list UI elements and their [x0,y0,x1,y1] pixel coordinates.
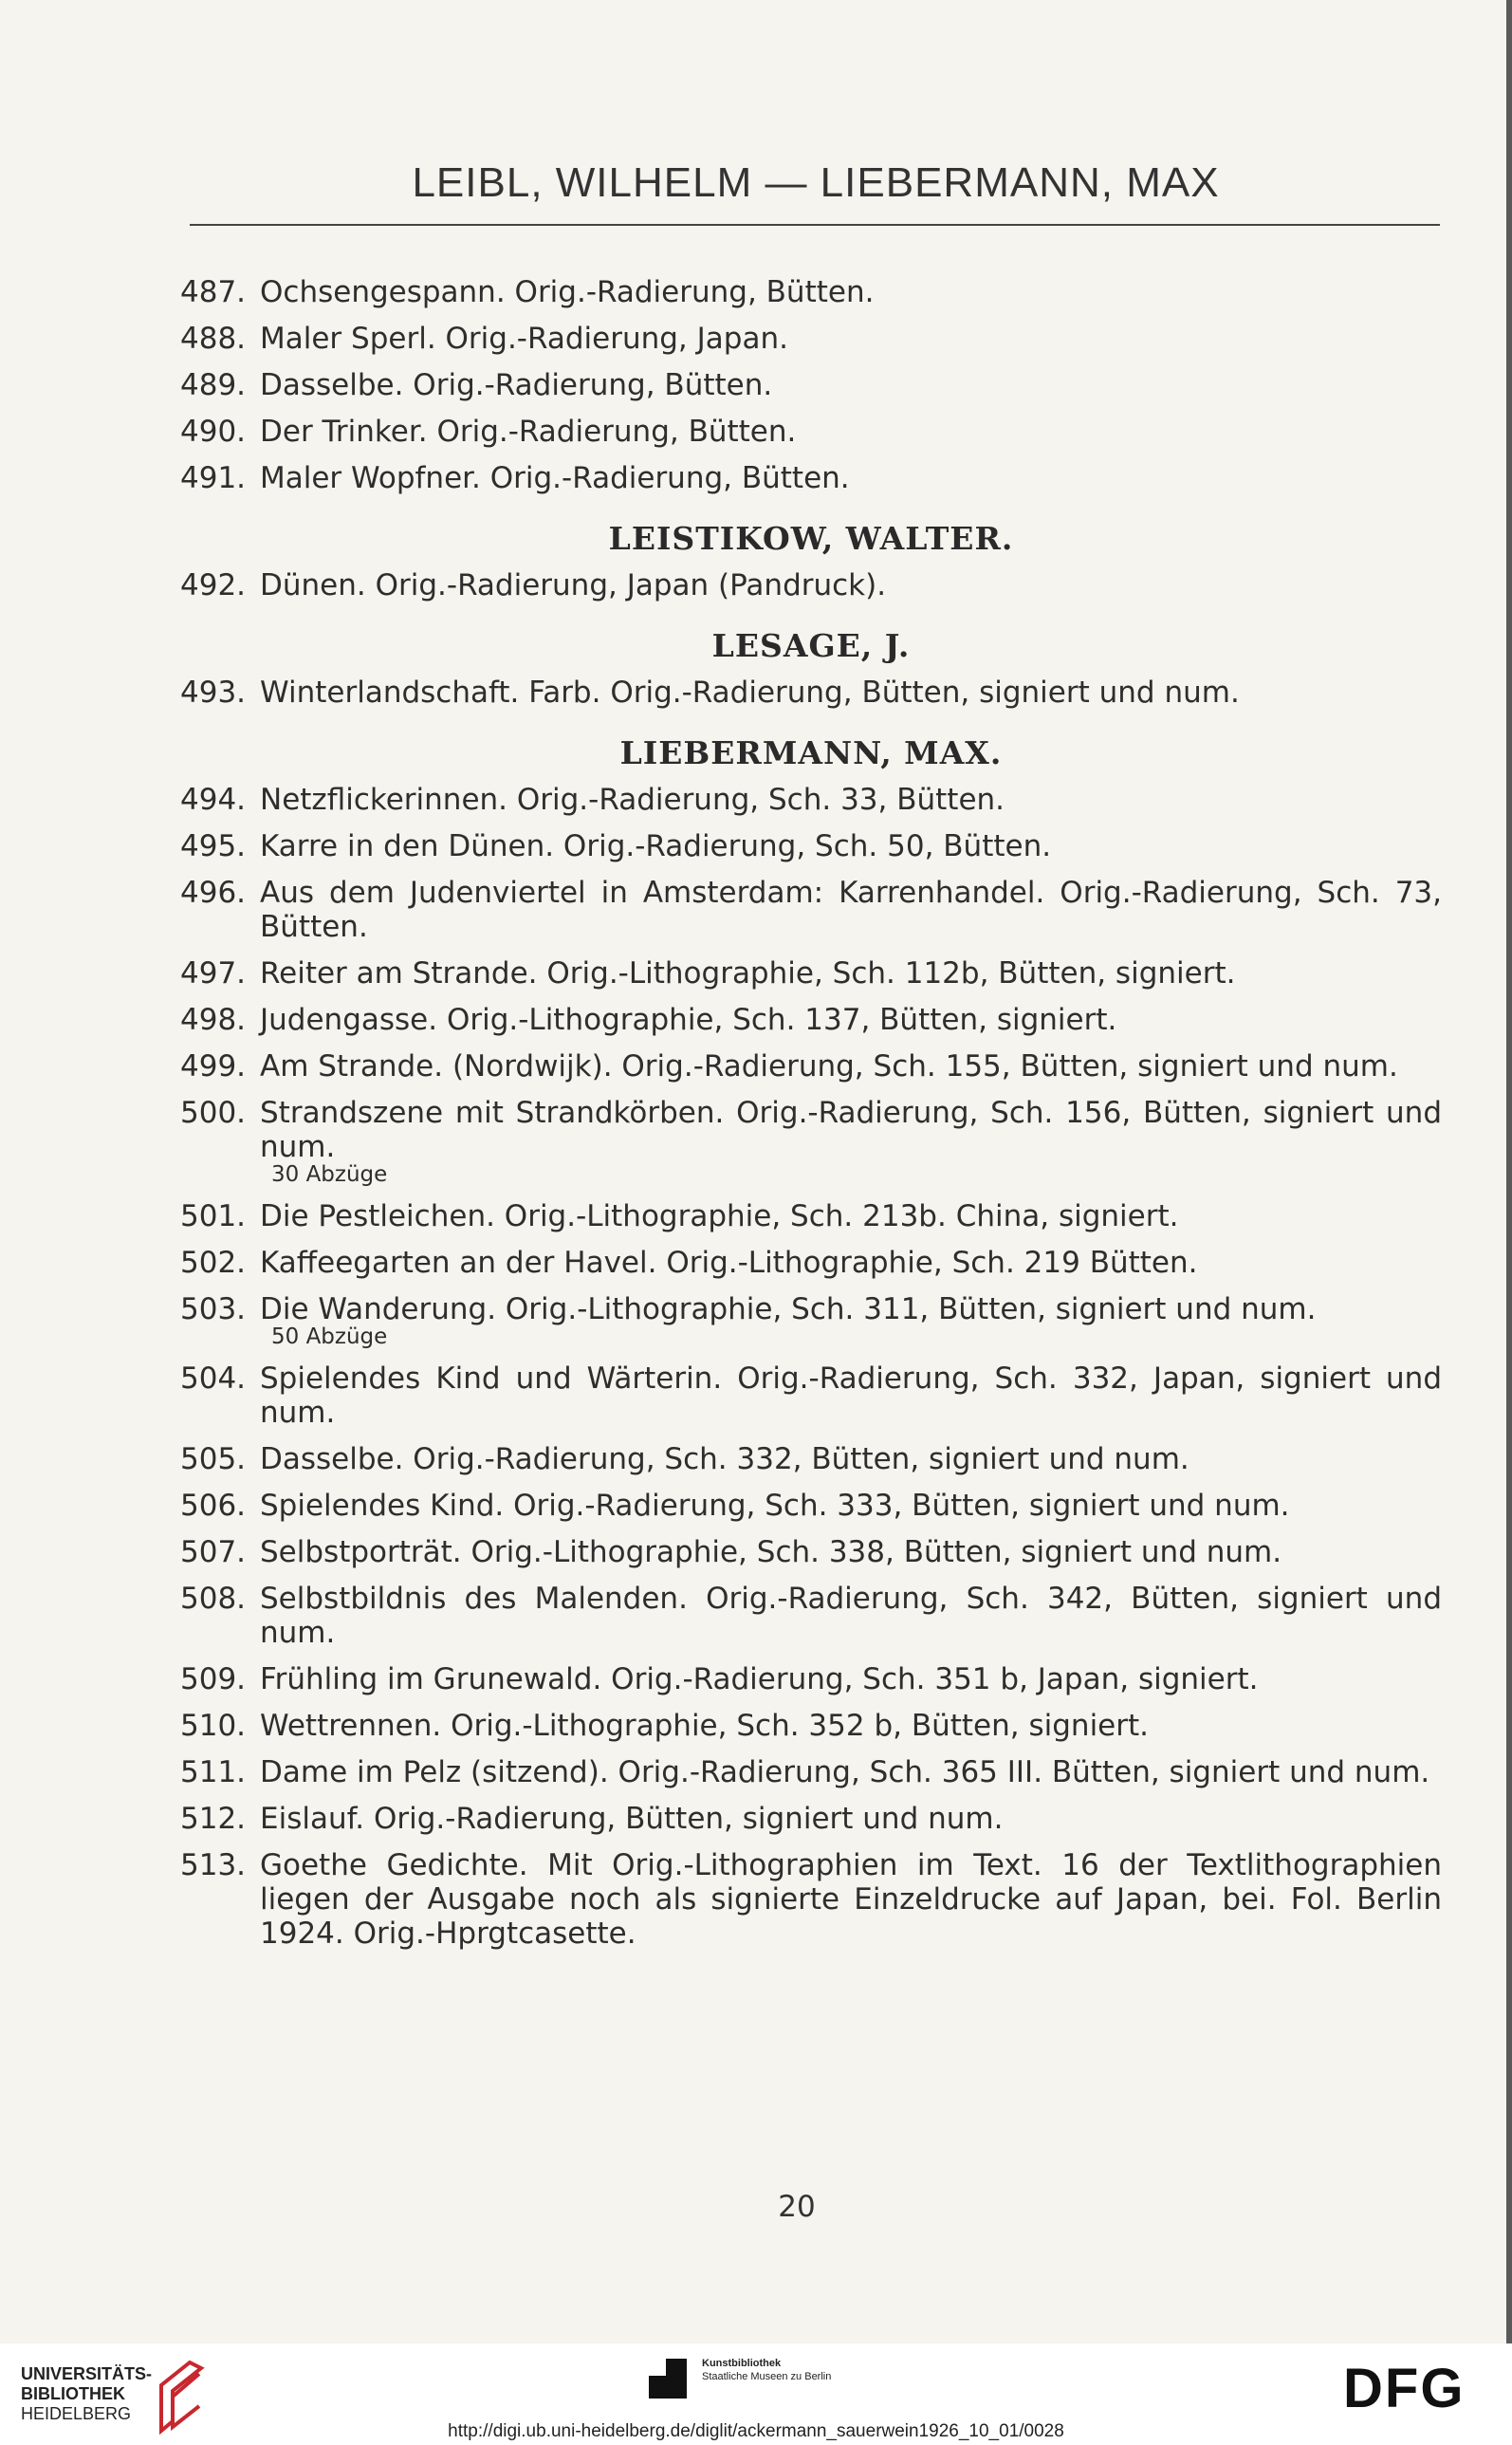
catalog-entry [180,1361,1442,1430]
entry-number: 494. [180,783,247,817]
catalog-entry [180,1442,1442,1476]
entry-number: 513. [180,1848,247,1882]
entry-number: 507. [180,1535,247,1569]
library-line-3: HEIDELBERG [21,2404,132,2423]
catalog-entry [180,322,1442,356]
running-head: LEIBL, WILHELM — LIEBERMANN, MAX [412,159,1220,206]
entry-text-block [260,1582,1442,1650]
entry-text: Ochsengespann. Orig.-Radierung, Bütten. [260,275,875,309]
entry-text-block [260,956,1442,991]
entry-text: Selbstbildnis des Malenden. Orig.-Radierung, Sch. 342, Bütten, signiert und num. [260,1582,1442,1650]
catalog-entry [180,1199,1442,1233]
page-number: 20 [778,2190,816,2224]
entry-text: Judengasse. Orig.-Lithographie, Sch. 137, Bütten, signiert. [260,1003,1117,1037]
entry-text-block [260,368,1442,402]
entry-number: 501. [180,1199,247,1233]
entry-number: 497. [180,956,247,991]
entry-text: Strandszene mit Strandkörben. Orig.-Radierung, Sch. 156, Bütten, signiert und num. [260,1096,1442,1164]
entry-number: 487. [180,275,247,309]
catalog-entry [180,1489,1442,1523]
entry-text-block [260,876,1442,944]
entry-text: Dasselbe. Orig.-Radierung, Sch. 332, Bütten, signiert und num. [260,1442,1189,1476]
catalog-content [180,275,1442,1963]
entry-text-block [260,322,1442,356]
catalog-entry [180,1246,1442,1280]
entry-number: 491. [180,461,247,495]
catalog-entry [180,1662,1442,1696]
kb-line-2: Staatliche Museen zu Berlin [702,2371,832,2382]
entry-number: 496. [180,876,247,910]
entry-text: Goethe Gedichte. Mit Orig.-Lithographien im Text. 16 der Textlithographien liegen der Ausgabe noch als signierte Einzeldrucke auf Japan, bei. Fol. Berlin 1924. Orig.-Hprgtcasette. [260,1848,1442,1951]
entry-text: Selbstporträt. Orig.-Lithographie, Sch. 338, Bütten, signiert und num. [260,1535,1282,1569]
entry-text: Aus dem Judenviertel in Amsterdam: Karrenhandel. Orig.-Radierung, Sch. 73, Bütten. [260,876,1442,944]
artist-heading: LESAGE, J. [711,627,911,664]
entry-text: Frühling im Grunewald. Orig.-Radierung, Sch. 351 b, Japan, signiert. [260,1662,1259,1696]
edition-note: 30 Abzüge [271,1162,388,1187]
catalog-entry [180,568,1442,602]
kunstbibliothek-logo-icon[interactable] [645,2355,691,2402]
entry-number: 498. [180,1003,247,1037]
catalog-entry [180,829,1442,863]
entry-number: 509. [180,1662,247,1696]
catalog-entry [180,461,1442,495]
entry-number: 493. [180,676,247,710]
catalog-entry [180,876,1442,944]
entry-text: Dünen. Orig.-Radierung, Japan (Pandruck). [260,568,887,602]
catalog-entry [180,1709,1442,1743]
page-edge [1506,0,1512,2343]
entry-text-block [260,275,1442,309]
entry-text: Maler Wopfner. Orig.-Radierung, Bütten. [260,461,850,495]
entry-text-block [260,1442,1442,1476]
entry-number: 495. [180,829,247,863]
library-line-1: UNIVERSITÄTS- [21,2364,153,2383]
entry-text: Kaffeegarten an der Havel. Orig.-Lithographie, Sch. 219 Bütten. [260,1246,1198,1280]
entry-text-block [260,568,1442,602]
entry-text-block [260,783,1442,817]
entry-text: Die Wanderung. Orig.-Lithographie, Sch. 311, Bütten, signiert und num. [260,1292,1317,1326]
artist-heading: LIEBERMANN, MAX. [619,734,1003,771]
entry-number: 488. [180,322,247,356]
library-name[interactable] [21,2364,152,2424]
entry-text: Winterlandschaft. Farb. Orig.-Radierung, Bütten, signiert und num. [260,676,1240,710]
edition-note: 50 Abzüge [271,1324,388,1349]
entry-text: Dasselbe. Orig.-Radierung, Bütten. [260,368,773,402]
catalog-entry [180,415,1442,449]
entry-number: 492. [180,568,247,602]
catalog-entry [180,1049,1442,1084]
entry-text: Reiter am Strande. Orig.-Lithographie, Sch. 112b, Bütten, signiert. [260,956,1236,991]
entry-text-block [260,1292,1442,1349]
entry-text-block [260,1535,1442,1569]
entry-text: Eislauf. Orig.-Radierung, Bütten, signiert und num. [260,1802,1004,1836]
catalog-entry [180,368,1442,402]
catalog-entry [180,1802,1442,1836]
entry-text-block [260,1049,1442,1084]
entry-number: 508. [180,1582,247,1616]
entry-number: 510. [180,1709,247,1743]
entry-text-block [260,1662,1442,1696]
catalog-entry [180,1755,1442,1789]
kb-line-1: Kunstbibliothek [702,2358,782,2369]
entry-text: Spielendes Kind. Orig.-Radierung, Sch. 333, Bütten, signiert und num. [260,1489,1290,1523]
entry-number: 502. [180,1246,247,1280]
catalog-entry [180,676,1442,710]
entry-text: Die Pestleichen. Orig.-Lithographie, Sch. 213b. China, signiert. [260,1199,1179,1233]
kunstbibliothek-name[interactable] [702,2357,831,2383]
entry-number: 504. [180,1361,247,1396]
artist-heading: LEISTIKOW, WALTER. [608,520,1014,557]
entry-text-block [260,1246,1442,1280]
entry-text: Der Trinker. Orig.-Radierung, Bütten. [260,415,797,449]
catalog-entry [180,1848,1442,1951]
entry-number: 512. [180,1802,247,1836]
entry-text: Netzflickerinnen. Orig.-Radierung, Sch. 33, Bütten. [260,783,1005,817]
entry-text-block [260,1361,1442,1430]
entry-text-block [260,1848,1442,1951]
entry-text-block [260,415,1442,449]
entry-number: 499. [180,1049,247,1084]
catalog-entry [180,1535,1442,1569]
entry-text-block [260,829,1442,863]
entry-text-block [260,1096,1442,1187]
catalog-entry [180,1582,1442,1650]
entry-text-block [260,1709,1442,1743]
catalog-entry [180,956,1442,991]
entry-text-block [260,1003,1442,1037]
entry-text: Karre in den Dünen. Orig.-Radierung, Sch. 50, Bütten. [260,829,1052,863]
entry-text: Dame im Pelz (sitzend). Orig.-Radierung, Sch. 365 III. Bütten, signiert und num. [260,1755,1430,1789]
catalog-entry [180,1003,1442,1037]
catalog-entry [180,783,1442,817]
entry-text-block [260,1199,1442,1233]
entry-number: 506. [180,1489,247,1523]
catalog-entry [180,1096,1442,1187]
entry-text-block [260,676,1442,710]
entry-text-block [260,1802,1442,1836]
entry-text: Maler Sperl. Orig.-Radierung, Japan. [260,322,788,356]
entry-text: Am Strande. (Nordwijk). Orig.-Radierung, Sch. 155, Bütten, signiert und num. [260,1049,1398,1084]
catalog-entry [180,275,1442,309]
entry-text-block [260,461,1442,495]
entry-number: 511. [180,1755,247,1789]
catalog-entry [180,1292,1442,1349]
source-url[interactable]: http://digi.ub.uni-heidelberg.de/diglit/ackermann_sauerwein1926_10_01/0028 [448,2421,1064,2441]
entry-number: 490. [180,415,247,449]
entry-number: 500. [180,1096,247,1130]
entry-number: 505. [180,1442,247,1476]
entry-number: 503. [180,1292,247,1326]
entry-text-block [260,1755,1442,1789]
entry-text: Spielendes Kind und Wärterin. Orig.-Radierung, Sch. 332, Japan, signiert und num. [260,1361,1442,1430]
entry-text-block [260,1489,1442,1523]
dfg-logo[interactable]: DFG [1343,2358,1466,2419]
entry-text: Wettrennen. Orig.-Lithographie, Sch. 352 b, Bütten, signiert. [260,1709,1150,1743]
header-rule [190,224,1440,226]
library-line-2: BIBLIOTHEK [21,2384,125,2403]
entry-number: 489. [180,368,247,402]
